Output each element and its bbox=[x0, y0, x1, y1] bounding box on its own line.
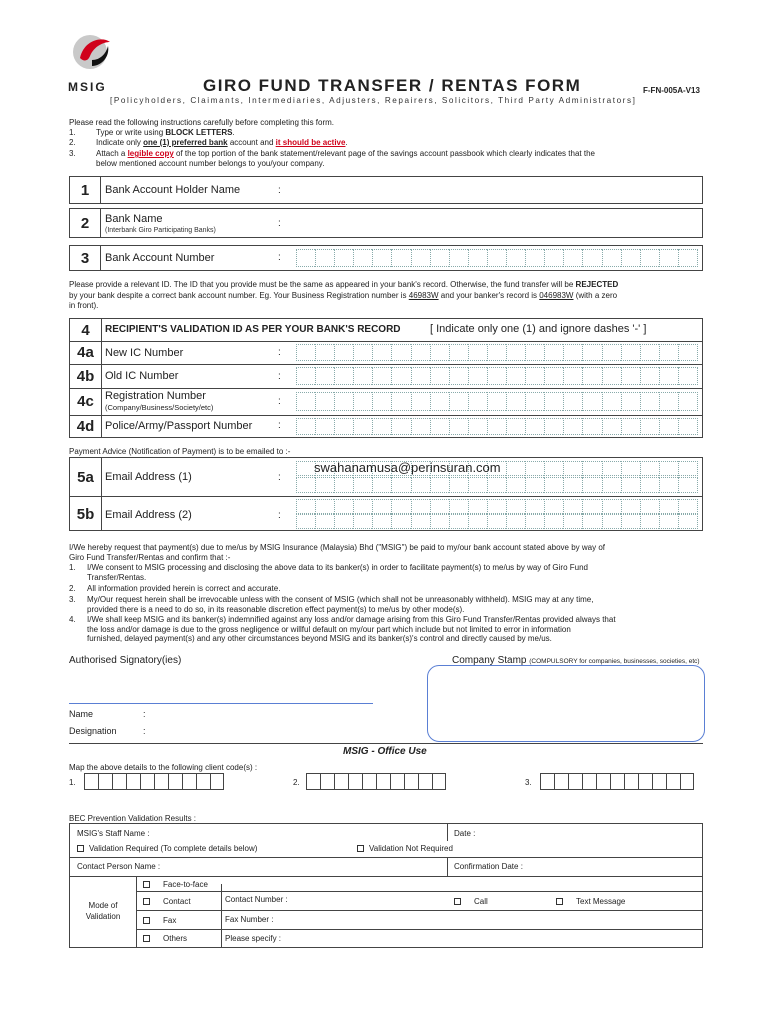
mode-of-validation-label: Mode of Validation bbox=[85, 901, 121, 921]
code-char-box[interactable] bbox=[84, 773, 98, 790]
code-char-box[interactable] bbox=[418, 773, 432, 790]
char-box[interactable] bbox=[468, 392, 487, 411]
char-box[interactable] bbox=[544, 461, 563, 476]
char-box[interactable] bbox=[678, 249, 698, 267]
char-box[interactable] bbox=[468, 249, 487, 267]
char-box[interactable] bbox=[411, 418, 430, 435]
char-box[interactable] bbox=[582, 418, 601, 435]
char-box[interactable] bbox=[468, 418, 487, 435]
char-box[interactable] bbox=[372, 367, 391, 385]
char-box[interactable] bbox=[391, 477, 410, 493]
char-box[interactable] bbox=[315, 477, 334, 493]
char-box[interactable] bbox=[678, 344, 698, 361]
char-box[interactable] bbox=[506, 477, 525, 493]
char-box[interactable] bbox=[563, 514, 582, 529]
char-box[interactable] bbox=[602, 367, 621, 385]
contact-option[interactable]: Contact bbox=[143, 897, 191, 906]
char-box[interactable] bbox=[449, 477, 468, 493]
char-box[interactable] bbox=[544, 392, 563, 411]
char-box[interactable] bbox=[640, 461, 659, 476]
char-box[interactable] bbox=[544, 499, 563, 514]
char-box[interactable] bbox=[334, 249, 353, 267]
payment-advice-caption: Payment Advice (Notification of Payment) is to be emailed to :- bbox=[69, 447, 291, 456]
char-box[interactable] bbox=[659, 249, 678, 267]
map-caption: Map the above details to the following client code(s) : bbox=[69, 763, 258, 772]
char-box[interactable] bbox=[430, 392, 449, 411]
char-box[interactable] bbox=[506, 418, 525, 435]
char-box[interactable] bbox=[582, 514, 601, 529]
char-box[interactable] bbox=[602, 249, 621, 267]
bank-row-1: 1 Bank Account Holder Name : bbox=[69, 176, 703, 204]
code-char-box[interactable] bbox=[638, 773, 652, 790]
char-box[interactable] bbox=[430, 477, 449, 493]
checkbox-icon bbox=[357, 845, 364, 852]
char-box[interactable] bbox=[563, 344, 582, 361]
please-specify-label: Please specify : bbox=[225, 934, 282, 943]
code-char-box[interactable] bbox=[154, 773, 168, 790]
instruction-3-line2: below mentioned account number belongs to you/your company. bbox=[96, 159, 325, 168]
char-box[interactable] bbox=[582, 367, 601, 385]
code-char-box[interactable] bbox=[196, 773, 210, 790]
char-box[interactable] bbox=[296, 344, 315, 361]
char-box[interactable] bbox=[296, 461, 315, 476]
char-box[interactable] bbox=[582, 249, 601, 267]
checkbox-icon bbox=[143, 917, 150, 924]
char-box[interactable] bbox=[296, 418, 315, 435]
call-option[interactable]: Call bbox=[454, 897, 488, 906]
char-box[interactable] bbox=[640, 344, 659, 361]
code-char-box[interactable] bbox=[652, 773, 666, 790]
char-box[interactable] bbox=[659, 418, 678, 435]
company-stamp-box[interactable] bbox=[427, 665, 705, 742]
char-box[interactable] bbox=[563, 249, 582, 267]
char-box[interactable] bbox=[296, 367, 315, 385]
code-char-box[interactable] bbox=[568, 773, 582, 790]
char-box[interactable] bbox=[621, 344, 640, 361]
char-box[interactable] bbox=[411, 477, 430, 493]
char-box[interactable] bbox=[506, 249, 525, 267]
char-box[interactable] bbox=[372, 477, 391, 493]
char-box[interactable] bbox=[621, 367, 640, 385]
char-box[interactable] bbox=[353, 418, 372, 435]
char-box[interactable] bbox=[315, 344, 334, 361]
form-code: F-FN-005A-V13 bbox=[643, 86, 700, 95]
char-box[interactable] bbox=[525, 514, 544, 529]
char-box[interactable] bbox=[391, 344, 410, 361]
char-box[interactable] bbox=[678, 477, 698, 493]
text-message-option[interactable]: Text Message bbox=[556, 897, 625, 906]
char-box[interactable] bbox=[582, 461, 601, 476]
company-stamp-label: Company Stamp (COMPULSORY for companies, businesses, societies, etc) bbox=[452, 655, 700, 666]
char-box[interactable] bbox=[563, 418, 582, 435]
char-box[interactable] bbox=[296, 514, 315, 529]
code-char-box[interactable] bbox=[680, 773, 694, 790]
contact-person-label: Contact Person Name : bbox=[77, 862, 161, 871]
char-box[interactable] bbox=[334, 367, 353, 385]
char-box[interactable] bbox=[621, 514, 640, 529]
char-box[interactable] bbox=[353, 499, 372, 514]
code-char-box[interactable] bbox=[320, 773, 334, 790]
date-label: Date : bbox=[454, 829, 476, 838]
char-box[interactable] bbox=[449, 249, 468, 267]
char-box[interactable] bbox=[372, 344, 391, 361]
instruction-2: 2. Indicate only one (1) preferred bank account and it should be active. bbox=[69, 138, 348, 147]
char-box[interactable] bbox=[602, 418, 621, 435]
char-box[interactable] bbox=[506, 344, 525, 361]
char-box[interactable] bbox=[315, 367, 334, 385]
logo-text: MSIG bbox=[68, 80, 107, 94]
char-box[interactable] bbox=[411, 499, 430, 514]
code-char-box[interactable] bbox=[554, 773, 568, 790]
char-box[interactable] bbox=[602, 499, 621, 514]
char-box[interactable] bbox=[506, 499, 525, 514]
char-box[interactable] bbox=[391, 392, 410, 411]
code-char-box[interactable] bbox=[376, 773, 390, 790]
confirmation-date-label: Confirmation Date : bbox=[454, 862, 523, 871]
char-box[interactable] bbox=[582, 344, 601, 361]
char-box[interactable] bbox=[487, 392, 506, 411]
char-box[interactable] bbox=[525, 499, 544, 514]
code-char-box[interactable] bbox=[348, 773, 362, 790]
account-number-boxes[interactable] bbox=[296, 249, 698, 267]
code-char-box[interactable] bbox=[168, 773, 182, 790]
face-to-face-option[interactable]: Face-to-face bbox=[143, 880, 208, 889]
char-box[interactable] bbox=[563, 499, 582, 514]
char-box[interactable] bbox=[468, 514, 487, 529]
contact-number-label: Contact Number : bbox=[225, 895, 288, 904]
char-box[interactable] bbox=[487, 499, 506, 514]
validation-heading: RECIPIENT'S VALIDATION ID AS PER YOUR BANK'S RECORD bbox=[105, 324, 401, 335]
char-box[interactable] bbox=[391, 367, 410, 385]
char-box[interactable] bbox=[602, 344, 621, 361]
validation-section: 4 RECIPIENT'S VALIDATION ID AS PER YOUR BANK'S RECORD [ Indicate only one (1) and ignore dashes '-' ] 4a New IC Number : 4b Old IC Number : 4c Registration Number (Company/Business/Society/etc) : 4d Police/Army/Passport Number : bbox=[69, 318, 703, 438]
char-box[interactable] bbox=[315, 499, 334, 514]
code-char-box[interactable] bbox=[98, 773, 112, 790]
char-box[interactable] bbox=[468, 367, 487, 385]
instructions-intro: Please read the following instructions carefully before completing this form. bbox=[69, 118, 335, 127]
authorised-signatory-label: Authorised Signatory(ies) bbox=[69, 655, 182, 666]
email-1-value[interactable]: swahanamusa@perinsuran.com bbox=[314, 460, 501, 475]
char-box[interactable] bbox=[544, 477, 563, 493]
declaration-item-1: 1. I/We consent to MSIG processing and disclosing the above data to its banker(s) in order to facilitate payment(s) to me/us by way of Giro Fund Transfer/Rentas. bbox=[69, 563, 588, 582]
char-box[interactable] bbox=[411, 344, 430, 361]
code-char-box[interactable] bbox=[624, 773, 638, 790]
char-box[interactable] bbox=[391, 418, 410, 435]
char-box[interactable] bbox=[621, 392, 640, 411]
code-char-box[interactable] bbox=[362, 773, 376, 790]
char-box[interactable] bbox=[353, 367, 372, 385]
staff-name-label: MSIG's Staff Name : bbox=[77, 829, 150, 838]
char-box[interactable] bbox=[621, 477, 640, 493]
char-box[interactable] bbox=[640, 477, 659, 493]
bec-caption: BEC Prevention Validation Results : bbox=[69, 814, 197, 823]
char-box[interactable] bbox=[334, 418, 353, 435]
char-box[interactable] bbox=[391, 514, 410, 529]
char-box[interactable] bbox=[372, 514, 391, 529]
char-box[interactable] bbox=[602, 514, 621, 529]
char-box[interactable] bbox=[525, 477, 544, 493]
form-title: GIRO FUND TRANSFER / RENTAS FORM bbox=[203, 76, 582, 95]
char-box[interactable] bbox=[411, 514, 430, 529]
char-box[interactable] bbox=[659, 392, 678, 411]
char-box[interactable] bbox=[563, 392, 582, 411]
char-box[interactable] bbox=[640, 249, 659, 267]
char-box[interactable] bbox=[487, 514, 506, 529]
code-char-box[interactable] bbox=[404, 773, 418, 790]
char-box[interactable] bbox=[449, 392, 468, 411]
char-box[interactable] bbox=[640, 367, 659, 385]
char-box[interactable] bbox=[296, 249, 315, 267]
fax-option[interactable]: Fax bbox=[143, 916, 176, 925]
email-section: 5a Email Address (1) : swahanamusa@perinsuran.com 5b Email Address (2) : bbox=[69, 457, 703, 531]
char-box[interactable] bbox=[621, 249, 640, 267]
char-box[interactable] bbox=[334, 477, 353, 493]
char-box[interactable] bbox=[563, 367, 582, 385]
char-box[interactable] bbox=[563, 477, 582, 493]
char-box[interactable] bbox=[487, 367, 506, 385]
code-char-box[interactable] bbox=[666, 773, 680, 790]
char-box[interactable] bbox=[411, 367, 430, 385]
form-subtitle: [Policyholders, Claimants, Intermediaries, Adjusters, Repairers, Solicitors, Third Party Administrators] bbox=[110, 96, 637, 105]
char-box[interactable] bbox=[449, 367, 468, 385]
id-note: Please provide a relevant ID. The ID that you provide must be the same as appeared in your bank's record. Otherwise, the fund transfer will be REJECTED by your bank despite a correct bank account number. Eg. Your Business Registration number is 46983W and your banker's record is 046983W (with a zero in front). bbox=[69, 280, 619, 310]
char-box[interactable] bbox=[372, 392, 391, 411]
checkbox-icon bbox=[556, 898, 563, 905]
code-char-box[interactable] bbox=[126, 773, 140, 790]
char-box[interactable] bbox=[582, 392, 601, 411]
validation-num: 4 bbox=[81, 321, 90, 339]
char-box[interactable] bbox=[659, 344, 678, 361]
char-box[interactable] bbox=[372, 499, 391, 514]
char-box[interactable] bbox=[544, 249, 563, 267]
char-box[interactable] bbox=[353, 344, 372, 361]
char-box[interactable] bbox=[621, 418, 640, 435]
char-box[interactable] bbox=[353, 514, 372, 529]
registration-number-boxes[interactable] bbox=[296, 392, 698, 411]
char-box[interactable] bbox=[506, 367, 525, 385]
char-box[interactable] bbox=[659, 367, 678, 385]
char-box[interactable] bbox=[678, 499, 698, 514]
char-box[interactable] bbox=[487, 249, 506, 267]
char-box[interactable] bbox=[468, 499, 487, 514]
char-box[interactable] bbox=[468, 477, 487, 493]
old-ic-boxes[interactable] bbox=[296, 367, 698, 385]
char-box[interactable] bbox=[430, 418, 449, 435]
email-2-boxes[interactable] bbox=[296, 499, 698, 514]
char-box[interactable] bbox=[334, 344, 353, 361]
char-box[interactable] bbox=[487, 418, 506, 435]
designation-label: Designation bbox=[69, 726, 117, 736]
char-box[interactable] bbox=[582, 477, 601, 493]
char-box[interactable] bbox=[659, 461, 678, 476]
char-box[interactable] bbox=[449, 418, 468, 435]
char-box[interactable] bbox=[602, 477, 621, 493]
char-box[interactable] bbox=[506, 392, 525, 411]
name-label: Name bbox=[69, 709, 94, 719]
char-box[interactable] bbox=[506, 461, 525, 476]
others-option[interactable]: Others bbox=[143, 934, 187, 943]
checkbox-icon bbox=[143, 935, 150, 942]
char-box[interactable] bbox=[353, 249, 372, 267]
char-box[interactable] bbox=[640, 392, 659, 411]
char-box[interactable] bbox=[506, 514, 525, 529]
char-box[interactable] bbox=[525, 249, 544, 267]
code-char-box[interactable] bbox=[582, 773, 596, 790]
code-char-box[interactable] bbox=[112, 773, 126, 790]
code-char-box[interactable] bbox=[540, 773, 554, 790]
char-box[interactable] bbox=[602, 392, 621, 411]
code-char-box[interactable] bbox=[306, 773, 320, 790]
police-army-passport-boxes[interactable] bbox=[296, 418, 698, 435]
char-box[interactable] bbox=[602, 461, 621, 476]
char-box[interactable] bbox=[659, 514, 678, 529]
fax-number-label: Fax Number : bbox=[225, 915, 274, 924]
client-code-3[interactable] bbox=[540, 773, 694, 790]
char-box[interactable] bbox=[372, 249, 391, 267]
char-box[interactable] bbox=[468, 344, 487, 361]
char-box[interactable] bbox=[621, 499, 640, 514]
code-char-box[interactable] bbox=[432, 773, 446, 790]
char-box[interactable] bbox=[563, 461, 582, 476]
new-ic-boxes[interactable] bbox=[296, 344, 698, 361]
bec-table bbox=[69, 823, 703, 948]
char-box[interactable] bbox=[353, 392, 372, 411]
char-box[interactable] bbox=[315, 418, 334, 435]
char-box[interactable] bbox=[525, 344, 544, 361]
validation-note: [ Indicate only one (1) and ignore dashes '-' ] bbox=[430, 323, 647, 335]
char-box[interactable] bbox=[411, 249, 430, 267]
char-box[interactable] bbox=[640, 418, 659, 435]
char-box[interactable] bbox=[678, 367, 698, 385]
char-box[interactable] bbox=[487, 477, 506, 493]
code-char-box[interactable] bbox=[140, 773, 154, 790]
code-char-box[interactable] bbox=[182, 773, 196, 790]
char-box[interactable] bbox=[525, 461, 544, 476]
client-code-2[interactable] bbox=[306, 773, 446, 790]
char-box[interactable] bbox=[430, 514, 449, 529]
char-box[interactable] bbox=[391, 499, 410, 514]
char-box[interactable] bbox=[430, 367, 449, 385]
char-box[interactable] bbox=[582, 499, 601, 514]
char-box[interactable] bbox=[640, 514, 659, 529]
checkbox-icon bbox=[143, 898, 150, 905]
bank-row-3: 3 Bank Account Number : bbox=[69, 245, 703, 271]
char-box[interactable] bbox=[296, 392, 315, 411]
char-box[interactable] bbox=[449, 499, 468, 514]
office-divider bbox=[69, 743, 703, 744]
char-box[interactable] bbox=[525, 418, 544, 435]
validation-required-option[interactable]: Validation Required (To complete details below) bbox=[77, 844, 257, 853]
char-box[interactable] bbox=[544, 418, 563, 435]
validation-not-required-option[interactable]: Validation Not Required bbox=[357, 844, 453, 853]
account-holder-name-field[interactable] bbox=[296, 181, 699, 199]
char-box[interactable] bbox=[391, 249, 410, 267]
char-box[interactable] bbox=[525, 367, 544, 385]
bank-row-2: 2 Bank Name (Interbank Giro Participating Banks) : bbox=[69, 208, 703, 238]
char-box[interactable] bbox=[659, 477, 678, 493]
char-box[interactable] bbox=[678, 514, 698, 529]
char-box[interactable] bbox=[544, 367, 563, 385]
char-box[interactable] bbox=[315, 514, 334, 529]
checkbox-icon bbox=[77, 845, 84, 852]
char-box[interactable] bbox=[334, 514, 353, 529]
char-box[interactable] bbox=[621, 461, 640, 476]
char-box[interactable] bbox=[678, 392, 698, 411]
code-char-box[interactable] bbox=[210, 773, 224, 790]
char-box[interactable] bbox=[449, 344, 468, 361]
char-box[interactable] bbox=[334, 499, 353, 514]
char-box[interactable] bbox=[525, 392, 544, 411]
char-box[interactable] bbox=[296, 477, 315, 493]
checkbox-icon bbox=[454, 898, 461, 905]
client-code-1[interactable] bbox=[84, 773, 224, 790]
char-box[interactable] bbox=[315, 249, 334, 267]
instruction-1: 1. Type or write using BLOCK LETTERS. bbox=[69, 128, 235, 137]
char-box[interactable] bbox=[544, 344, 563, 361]
char-box[interactable] bbox=[315, 392, 334, 411]
char-box[interactable] bbox=[353, 477, 372, 493]
char-box[interactable] bbox=[487, 344, 506, 361]
code-char-box[interactable] bbox=[610, 773, 624, 790]
office-use-heading: MSIG - Office Use bbox=[343, 746, 427, 757]
signature-line[interactable] bbox=[69, 703, 373, 704]
code-char-box[interactable] bbox=[596, 773, 610, 790]
char-box[interactable] bbox=[640, 499, 659, 514]
char-box[interactable] bbox=[372, 418, 391, 435]
instruction-3: 3. Attach a legible copy of the top portion of the bank statement/relevant page of the savings account passbook which clearly indicates that the bbox=[69, 149, 595, 158]
char-box[interactable] bbox=[544, 514, 563, 529]
char-box[interactable] bbox=[659, 499, 678, 514]
char-box[interactable] bbox=[430, 249, 449, 267]
char-box[interactable] bbox=[411, 392, 430, 411]
char-box[interactable] bbox=[678, 461, 698, 476]
char-box[interactable] bbox=[334, 392, 353, 411]
msig-logo-icon bbox=[66, 30, 126, 80]
char-box[interactable] bbox=[296, 499, 315, 514]
char-box[interactable] bbox=[430, 344, 449, 361]
checkbox-icon bbox=[143, 881, 150, 888]
code-char-box[interactable] bbox=[334, 773, 348, 790]
bank-name-field[interactable] bbox=[296, 213, 699, 233]
char-box[interactable] bbox=[449, 514, 468, 529]
char-box[interactable] bbox=[430, 499, 449, 514]
declaration-intro: I/We hereby request that payment(s) due to me/us by MSIG Insurance (Malaysia) Bhd ("MSIG") be paid to my/our bank account stated above by way of Giro Fund Transfer/Rentas and confirm that :- bbox=[69, 543, 606, 562]
char-box[interactable] bbox=[678, 418, 698, 435]
code-char-box[interactable] bbox=[390, 773, 404, 790]
